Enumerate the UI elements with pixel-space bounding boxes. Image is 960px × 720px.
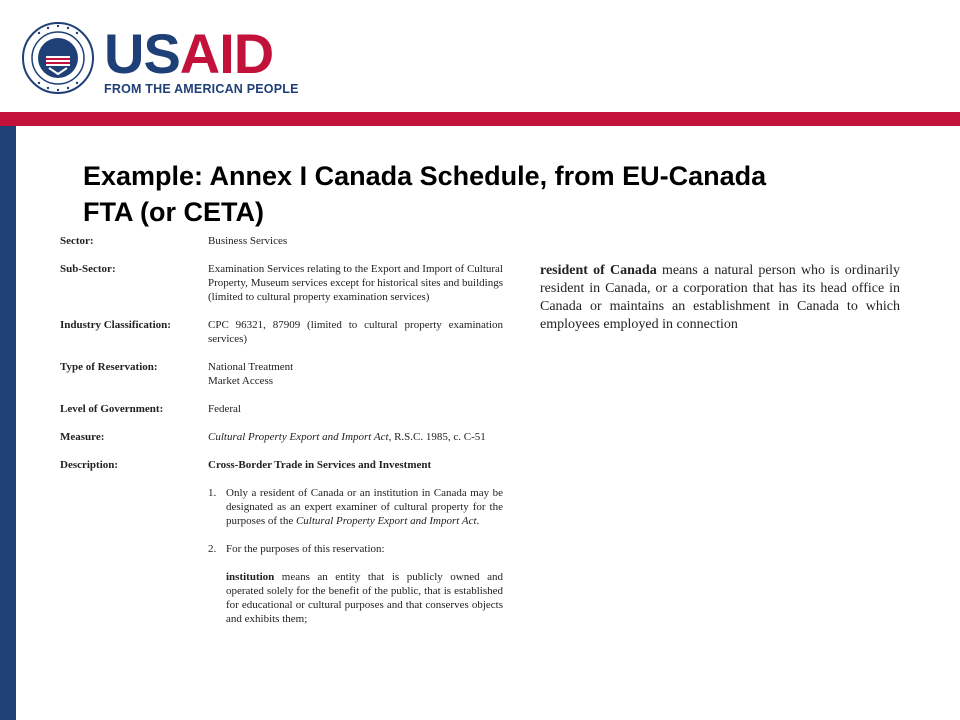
header-red-bar: [0, 112, 960, 126]
resident-term: resident of Canada: [540, 263, 657, 278]
reservation-value-2: Market Access: [208, 375, 274, 387]
measure-citation: , R.S.C. 1985, c. C-51: [388, 431, 486, 443]
measure-label: Measure:: [60, 431, 105, 443]
description-item-2: [208, 542, 503, 556]
item1-act-name: Cultural Property Export and Import Act: [295, 515, 477, 527]
sector-value: Business Services: [208, 235, 288, 247]
description-list: [208, 486, 503, 556]
government-value: Federal: [208, 403, 241, 415]
measure-row: [60, 430, 515, 444]
reservation-label: Type of Reservation:: [60, 361, 158, 373]
item1-end: .: [476, 515, 480, 527]
logo-word-blue: US: [104, 22, 180, 85]
usaid-logo: [104, 22, 299, 96]
subsector-row: [60, 262, 515, 304]
resident-text: means a natural person who is ordinarily resident in Canada, or a corporation that has its head office in Canada or maintains an establishment in Canada to which employees employed in connection: [540, 263, 901, 332]
government-label: Level of Government:: [60, 403, 164, 415]
item2-text: For the purposes of this reservation:: [226, 543, 385, 555]
reservation-value-1: National Treatment: [208, 361, 294, 373]
logo-tagline: FROM THE AMERICAN PEOPLE: [104, 82, 299, 96]
description-row: [60, 458, 515, 472]
industry-row: [60, 318, 515, 346]
reservation-value: [208, 360, 503, 388]
description-item-1: [208, 486, 503, 528]
usaid-seal-icon: [22, 22, 94, 94]
sector-row: [60, 234, 515, 248]
institution-definition: [226, 570, 503, 626]
measure-act-name: Cultural Property Export and Import Act: [208, 431, 389, 443]
sector-label: Sector:: [60, 235, 94, 247]
reservation-row: [60, 360, 515, 388]
header: [0, 0, 960, 112]
left-blue-bar: [0, 126, 16, 720]
government-row: [60, 402, 515, 416]
measure-value: [208, 430, 503, 444]
logo-word-red: AID: [179, 22, 274, 85]
item-text: [226, 486, 503, 528]
subsector-label: Sub-Sector:: [60, 263, 116, 275]
industry-label: Industry Classification:: [60, 319, 171, 331]
schedule-excerpt: [60, 234, 515, 626]
item-number: 2.: [208, 543, 217, 555]
industry-value: CPC 96321, 87909 (limited to cultural property examination services): [208, 319, 503, 345]
institution-term: institution: [226, 571, 275, 583]
slide-title: Example: Annex I Canada Schedule, from EU-Canada FTA (or CETA): [83, 161, 767, 227]
item1-text: Only a resident of Canada or an institution in Canada may be designated as an expert examiner of cultural property for the purposes of the: [226, 487, 503, 527]
subsector-value: Examination Services relating to the Export and Import of Cultural Property, Museum services except for historical sites and buildings (limited to cultural property examination services): [208, 263, 503, 303]
description-label: Description:: [60, 459, 119, 471]
logo-wordmark: [104, 22, 299, 85]
item-number: 1.: [208, 487, 217, 499]
institution-text: means an entity that is publicly owned and operated solely for the benefit of the public, that is established for educational or cultural purposes and that conserves objects and exhibits them;: [226, 571, 503, 625]
description-heading: Cross-Border Trade in Services and Investment: [208, 459, 432, 471]
resident-definition: [540, 262, 900, 334]
